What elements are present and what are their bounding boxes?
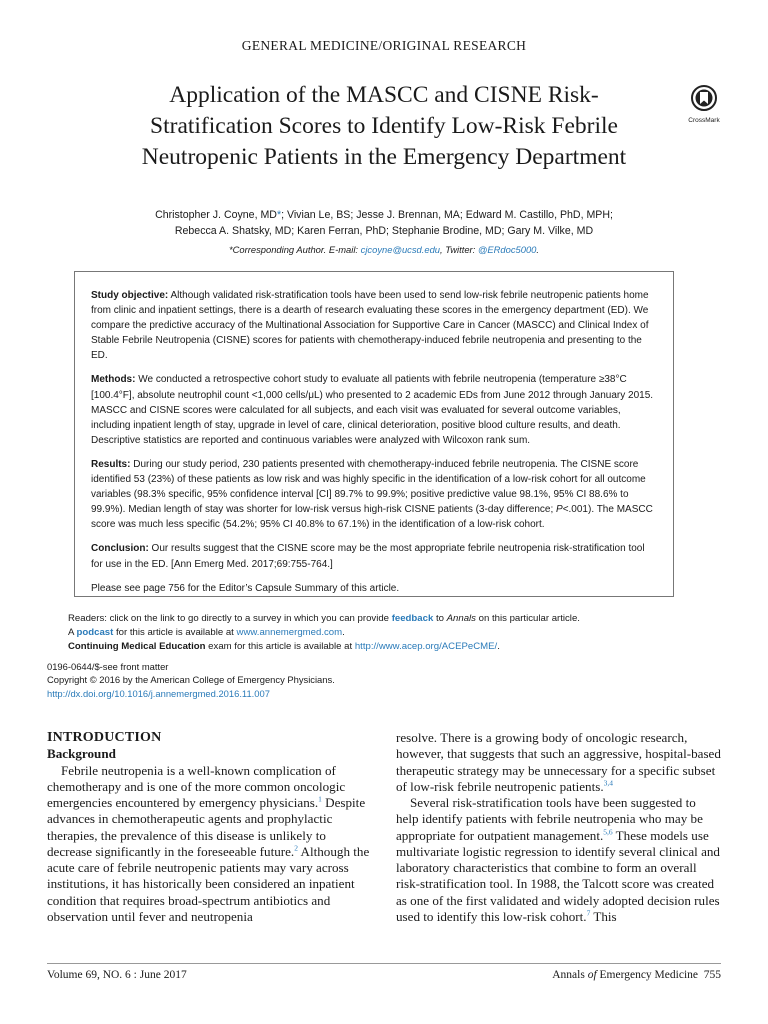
crossmark-badge[interactable] xyxy=(682,85,726,124)
section-header: GENERAL MEDICINE/ORIGINAL RESEARCH xyxy=(241,38,527,53)
annemergmed-link[interactable]: www.annemergmed.com xyxy=(236,627,343,638)
author-list xyxy=(90,207,678,239)
body-column-right xyxy=(396,730,721,925)
author-rest-line1: ; Vivian Le, BS; Jesse J. Brennan, MA; Edward M. Castillo, PhD, MPH; xyxy=(281,209,613,221)
abstract-results: Results: During our study period, 230 patients presented with chemotherapy-induced febrile neutropenia. The CISNE score identified 53 (23%) of these patients as low risk and was highly specific in the identification of a low-risk cohort for all outcome variables (98.3% specific, 95% confidence interval [CI] 89.7% to 99.9%; positive predictive value 98.1%, 95% CI 88.6% to 99.9%). Median length of stay was shorter for low-risk versus high-risk CISNE patients (3-day difference; P<.001). The MASCC score was much less specific (54.2%; 95% CI 40.8% to 67.1%) in the identification of a low-risk cohort. xyxy=(91,458,653,531)
podcast-link[interactable]: podcast xyxy=(76,627,114,638)
reference-link[interactable]: 7 xyxy=(586,908,591,918)
article-title: Application of the MASCC and CISNE Risk-Stratification Scores to Identify Low-Risk Febrile Neutropenic Patients in the Emergency Department xyxy=(141,82,627,170)
reference-link[interactable]: 1 xyxy=(318,794,322,804)
paragraph: Several risk-stratification tools have been suggested to help identify patients with febrile neutropenia who may be appropriate for outpatient management.$^{5,6}$ These models use multivariate logistic regression to identify several clinical and laboratory characteristics that combine to form an overall risk-stratification tool. In 1988, the Talcott score was created as one of the first validated and widely adopted decision rules used to identify this low-risk cohort.$^7$ This xyxy=(396,795,720,924)
paragraph: resolve. There is a growing body of oncologic research, however, that suggests that such an aggressive, hospital-based therapeutic strategy may be unnecessary for a specific subset of low-risk febrile neutropenic patients.$^{3,4}$ xyxy=(396,730,721,794)
page-footer xyxy=(47,963,721,981)
corresponding-mark[interactable]: * xyxy=(276,209,282,221)
cme-line: Continuing Medical Education exam for this article is available at http://www.acep.org/ACEPeCME/. xyxy=(68,641,500,652)
crossmark-icon xyxy=(691,85,717,111)
twitter-link[interactable]: @ERdoc5000 xyxy=(477,244,537,255)
email-link[interactable]: cjcoyne@ucsd.edu xyxy=(360,244,441,255)
page-number: 755 xyxy=(703,969,721,981)
doi-link[interactable]: http://dx.doi.org/10.1016/j.annemergmed.2016.11.007 xyxy=(47,687,270,699)
reference-link[interactable]: 3,4 xyxy=(603,778,613,788)
copyright: Copyright © 2016 by the American College of Emergency Physicians. xyxy=(47,674,335,686)
subsection-heading: Background xyxy=(47,746,116,762)
reference-link[interactable]: 5,6 xyxy=(603,827,613,837)
article-meta xyxy=(47,660,447,700)
abstract-methods: Methods: We conducted a retrospective cohort study to evaluate all patients with febrile neutropenia (temperature ≥38°C [100.4°F], absolute neutrophil count <1,000 cells/μL) who presented to 2 academic EDs from June 2012 through January 2015. MASCC and CISNE scores were calculated for all subjects, and each visit was evaluated for several outcome variables, including inpatient length of stay, upgrade in level of care, clinical deterioration, positive blood culture results, and death. Descriptive statistics are reported and continuous variables were analyzed with Wilcoxon rank sum. xyxy=(91,374,654,446)
issn: 0196-0644/$-see front matter xyxy=(47,661,169,672)
abstract-objective: Study objective: Although validated risk-stratification tools have been used to send low-risk febrile neutropenic patients home from clinic and inpatient settings, there is a dearth of research evaluating these scores in the emergency department (ED). We compare the predictive accuracy of the Multinational Association for Supportive Care in Cancer (MASCC) and Clinical Index of Stable Febrile Neutropenia (CISNE) scores for patients with chemotherapy-induced febrile neutropenia and presenting to the ED. xyxy=(91,290,649,362)
body-column-left xyxy=(47,730,372,925)
abstract-box xyxy=(74,271,674,597)
paragraph: Febrile neutropenia is a well-known complication of chemotherapy and is one of the more common oncologic emergencies encountered by emergency physicians.$^1$ Despite advances in chemotherapeutic agents and prophylactic therapies, the prevalence of this disease is unlikely to decrease significantly in the foreseeable future.$^2$ Although the acute care of febrile neutropenic patients may vary across institutions, it has historically been considered an inpatient condition that requires broad-spectrum antibiotics and observation until fever and neutropenia xyxy=(47,762,370,924)
journal-page: Annals of Emergency Medicine 755 xyxy=(552,969,721,981)
section-heading: INTRODUCTION xyxy=(47,730,162,745)
abstract-conclusion: Conclusion: Our results suggest that the CISNE score may be the most appropriate febrile neutropenia risk-stratification tool for use in the ED. [Ann Emerg Med. 2017;69:755-764.] xyxy=(91,543,645,570)
reference-link[interactable]: 2 xyxy=(294,843,298,853)
feedback-link[interactable]: feedback xyxy=(391,613,434,624)
crossmark-label: CrossMark xyxy=(688,117,720,124)
author-first[interactable]: Christopher J. Coyne, MD xyxy=(155,209,277,221)
abstract-capsule-note: Please see page 756 for the Editor’s Capsule Summary of this article. xyxy=(91,582,400,594)
corresponding-author: *Corresponding Author. E-mail: cjcoyne@ucsd.edu, Twitter: @ERdoc5000. xyxy=(228,244,539,255)
author-line2: Rebecca A. Shatsky, MD; Karen Ferran, PhD; Stephanie Brodine, MD; Gary M. Vilke, MD xyxy=(174,225,594,237)
cme-link[interactable]: http://www.acep.org/ACEPeCME/ xyxy=(354,641,498,652)
survey-line: Readers: click on the link to go directly to a survey in which you can provide feedback to Annals on this particular article. xyxy=(68,613,580,624)
podcast-line: A podcast for this article is available at www.annemergmed.com. xyxy=(68,627,345,638)
volume-info: Volume 69, NO. 6 : June 2017 xyxy=(47,969,187,981)
reader-notes xyxy=(68,612,708,654)
